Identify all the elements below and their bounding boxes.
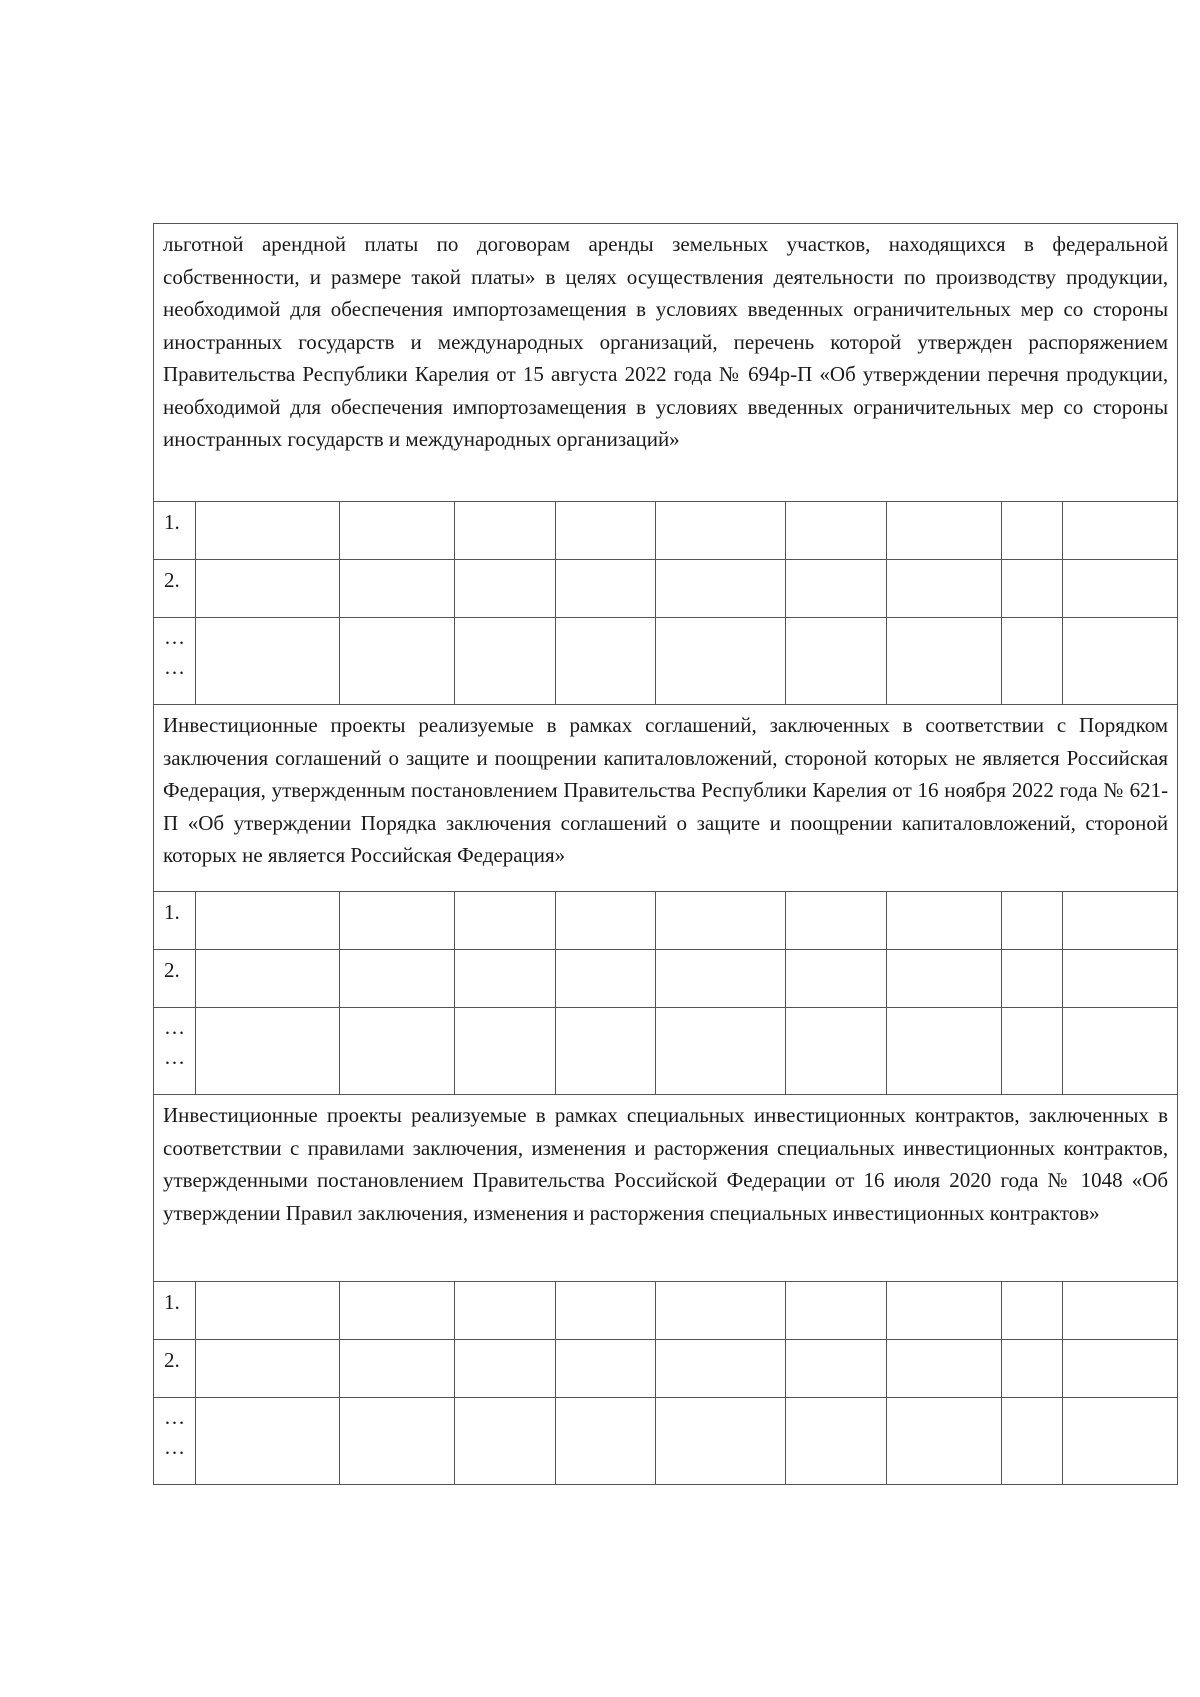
section-header-cell xyxy=(154,1095,1178,1282)
table-cell xyxy=(656,1008,786,1095)
table-cell xyxy=(340,1340,455,1398)
table-cell xyxy=(786,1282,887,1340)
table-cell xyxy=(887,1398,1002,1485)
table-cell xyxy=(556,892,656,950)
table-cell xyxy=(556,1398,656,1485)
table-cell xyxy=(196,1282,340,1340)
table-cell xyxy=(556,950,656,1008)
ellipsis: … xyxy=(164,1405,185,1429)
table-cell xyxy=(196,618,340,705)
table-cell xyxy=(887,1340,1002,1398)
table-cell xyxy=(1002,1340,1063,1398)
row-number: 2. xyxy=(154,950,196,1008)
table-cell xyxy=(1002,1398,1063,1485)
section-text: Инвестиционные проекты реализуемые в рамках специальных инвестиционных контрактов, заключенных в соответствии с правилами заключения, изменения и расторжения специальных инвестиционных контрактов, утвержденными постановлением Правительства Российской Федерации от 16 июля 2020 года № 1048 «Об утверждении Правил заключения, изменения и расторжения специальных инвестиционных контрактов» xyxy=(163,1103,1169,1225)
table-cell xyxy=(556,502,656,560)
table-cell xyxy=(1063,1282,1178,1340)
table-cell xyxy=(196,502,340,560)
table-cell xyxy=(786,1008,887,1095)
table-cell xyxy=(786,502,887,560)
table-cell xyxy=(455,1340,556,1398)
table-cell xyxy=(455,560,556,618)
table-cell xyxy=(1063,618,1178,705)
table-row xyxy=(154,618,1178,705)
table-row xyxy=(154,560,1178,618)
table-cell xyxy=(656,1282,786,1340)
table-row xyxy=(154,892,1178,950)
table-cell xyxy=(1063,1398,1178,1485)
table-cell xyxy=(455,618,556,705)
section-header-row xyxy=(154,224,1178,502)
row-number: 2. xyxy=(154,560,196,618)
table-row xyxy=(154,1340,1178,1398)
table-cell xyxy=(786,618,887,705)
table-cell xyxy=(887,618,1002,705)
table-cell xyxy=(786,1340,887,1398)
ellipsis: … xyxy=(164,1045,185,1069)
table-cell xyxy=(455,1282,556,1340)
table-cell xyxy=(887,560,1002,618)
table-cell xyxy=(887,1008,1002,1095)
table-cell xyxy=(887,950,1002,1008)
table-cell xyxy=(340,618,455,705)
table-cell xyxy=(556,1282,656,1340)
table-cell xyxy=(556,618,656,705)
section-header-cell xyxy=(154,705,1178,892)
ellipsis: … xyxy=(164,1015,185,1039)
table-cell xyxy=(196,892,340,950)
row-number-ellipsis xyxy=(154,1398,196,1485)
table-cell xyxy=(1002,618,1063,705)
table-cell xyxy=(196,1398,340,1485)
table-cell xyxy=(196,1340,340,1398)
table-cell xyxy=(196,1008,340,1095)
table-cell xyxy=(455,1398,556,1485)
table-cell xyxy=(556,1008,656,1095)
ellipsis: … xyxy=(164,625,185,649)
table-cell xyxy=(786,950,887,1008)
table-cell xyxy=(887,892,1002,950)
row-number: 1. xyxy=(154,892,196,950)
table-cell xyxy=(1063,950,1178,1008)
row-number: 1. xyxy=(154,502,196,560)
table-cell xyxy=(340,560,455,618)
table-cell xyxy=(1002,1008,1063,1095)
section-header-row xyxy=(154,705,1178,892)
table-cell xyxy=(1002,502,1063,560)
table-cell xyxy=(786,1398,887,1485)
table-cell xyxy=(1063,1340,1178,1398)
table-cell xyxy=(455,892,556,950)
row-number: 1. xyxy=(154,1282,196,1340)
table-cell xyxy=(455,950,556,1008)
table-cell xyxy=(455,1008,556,1095)
table-cell xyxy=(1063,1008,1178,1095)
table-cell xyxy=(340,1008,455,1095)
table-cell xyxy=(656,892,786,950)
table-row xyxy=(154,502,1178,560)
table-cell xyxy=(786,892,887,950)
table-row xyxy=(154,1282,1178,1340)
table-cell xyxy=(1063,502,1178,560)
table-cell xyxy=(656,560,786,618)
table-cell xyxy=(196,950,340,1008)
table-cell xyxy=(556,1340,656,1398)
table-cell xyxy=(1063,892,1178,950)
ellipsis: … xyxy=(164,655,185,679)
table-row xyxy=(154,1008,1178,1095)
table-cell xyxy=(340,502,455,560)
table-row xyxy=(154,950,1178,1008)
table-cell xyxy=(1063,560,1178,618)
table-row xyxy=(154,1398,1178,1485)
row-number-ellipsis xyxy=(154,618,196,705)
table-cell xyxy=(556,560,656,618)
section-text: льготной арендной платы по договорам аренды земельных участков, находящихся в федеральной собственности, и размере такой платы» в целях осуществления деятельности по производству продукции, необходимой для обеспечения импортозамещения в условиях введенных ограничительных мер со стороны иностранных государств и международных организаций, перечень которой утвержден распоряжением Правительства Республики Карелия от 15 августа 2022 года № 694р-П «Об утверждении перечня продукции, необходимой для обеспечения импортозамещения в условиях введенных ограничительных мер со стороны иностранных государств и международных организаций» xyxy=(163,232,1169,451)
table-cell xyxy=(656,618,786,705)
table-cell xyxy=(196,560,340,618)
table-cell xyxy=(656,950,786,1008)
table-cell xyxy=(340,892,455,950)
section-text: Инвестиционные проекты реализуемые в рамках соглашений, заключенных в соответствии с Порядком заключения соглашений о защите и поощрении капиталовложений, стороной которых не является Российская Федерация, утвержденным постановлением Правительства Республики Карелия от 16 ноября 2022 года № 621-П «Об утверждении Порядка заключения соглашений о защите и поощрении капиталовложений, стороной которых не является Российская Федерация» xyxy=(163,713,1169,867)
table-cell xyxy=(786,560,887,618)
table-cell xyxy=(340,1282,455,1340)
projects-table xyxy=(153,223,1178,1485)
table-cell xyxy=(887,1282,1002,1340)
table-cell xyxy=(1002,892,1063,950)
table-cell xyxy=(887,502,1002,560)
ellipsis: … xyxy=(164,1435,185,1459)
table-cell xyxy=(656,502,786,560)
table-cell xyxy=(1002,560,1063,618)
table-cell xyxy=(656,1340,786,1398)
section-header-row xyxy=(154,1095,1178,1282)
section-header-cell xyxy=(154,224,1178,502)
row-number-ellipsis xyxy=(154,1008,196,1095)
table-cell xyxy=(1002,950,1063,1008)
table-cell xyxy=(340,950,455,1008)
row-number: 2. xyxy=(154,1340,196,1398)
table-cell xyxy=(455,502,556,560)
table-cell xyxy=(340,1398,455,1485)
table-cell xyxy=(656,1398,786,1485)
table-cell xyxy=(1002,1282,1063,1340)
